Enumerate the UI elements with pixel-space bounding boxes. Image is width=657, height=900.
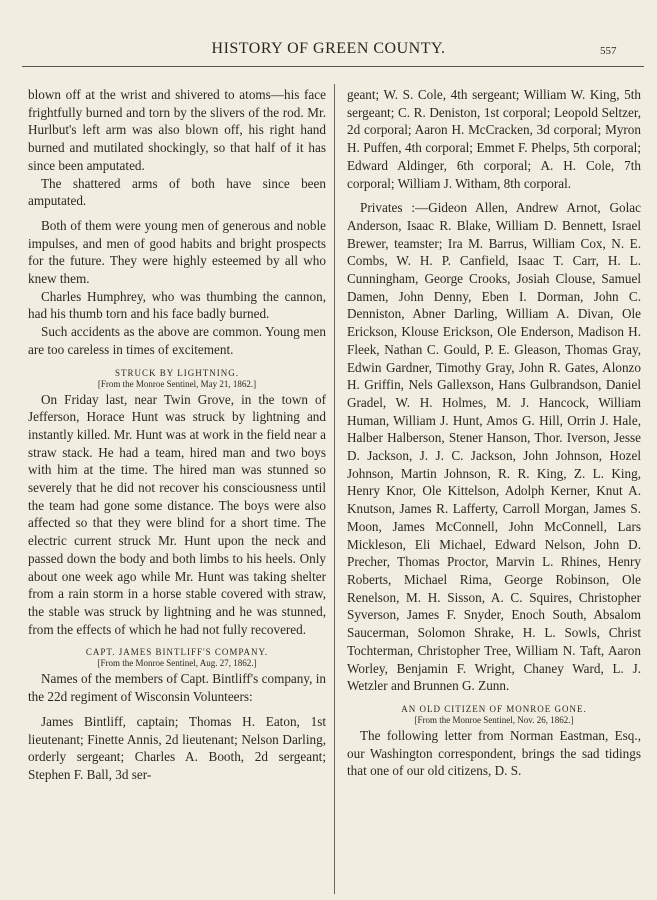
running-header-title: HISTORY OF GREEN COUNTY. xyxy=(211,40,446,57)
paragraph-company-intro: Names of the members of Capt. Bintliff's company, in the 22d regiment of Wisconsin Volunteers: xyxy=(28,671,326,705)
paragraph-arms-amputated: The shattered arms of both have since been amputated. xyxy=(28,175,326,209)
source-citation-company: [From the Monroe Sentinel, Aug. 27, 1862.] xyxy=(97,658,257,669)
source-citation-lightning: [From the Monroe Sentinel, May 21, 1862.] xyxy=(97,378,257,389)
section-heading-lightning: STRUCK BY LIGHTNING. xyxy=(115,367,239,378)
paragraph-old-citizen: The following letter from Norman Eastman, Esq., our Washington correspondent, brings the sad tidings that one of our old citizens, D. S. xyxy=(347,727,641,779)
section-heading-old-citizen: AN OLD CITIZEN OF MONROE GONE. xyxy=(401,703,587,714)
page-number: 557 xyxy=(600,45,617,57)
paragraph-lightning: On Friday last, near Twin Grove, in the town of Jefferson, Horace Hunt was struck by lightning and instantly killed. Mr. Hunt was at work in the field near a straw stack. He had a team, hired man and two boys with him at the time. The hired man was stunned so severely that he did not recover his consciousness until the team had gone some distance. The boys were also affected so that they were blind for a short time. The electric current struck Mr. Hunt upon the neck and passed down the body and both limbs to his heels. Only about one week ago while Mr. Hunt was taking shelter from a rain storm in a horse stable covered with straw, the stable was struck by lightning and he was stunned, from the effects of which he had not fully recovered. xyxy=(28,391,326,637)
left-column xyxy=(28,86,326,784)
section-heading-company: CAPT. JAMES BINTLIFF'S COMPANY. xyxy=(85,647,269,658)
paragraph-accident-cont: blown off at the wrist and shivered to atoms—his face frightfully burned and torn by the slivers of the rod. Mr. Hurlbut's left arm was also blown off, his right hand burned and mutilated shockingly, so that half of it has since been amputated. xyxy=(28,87,326,173)
source-citation-old-citizen: [From the Monroe Sentinel, Nov. 26, 1862.] xyxy=(414,714,574,725)
header-rule xyxy=(22,66,644,67)
column-divider xyxy=(334,84,335,894)
paragraph-young-men: Both of them were young men of generous and noble impulses, and men of good habits and bright prospects for the future. They were highly esteemed by all who knew them. xyxy=(28,217,326,287)
right-column xyxy=(347,86,641,780)
paragraph-accidents-common: Such accidents as the above are common. Young men are too careless in times of excitement. xyxy=(28,324,326,357)
paragraph-privates: Privates :—Gideon Allen, Andrew Arnot, Golac Anderson, Isaac R. Blake, William D. Bennett, Israel Brewer, teamster; Ira M. Barrus, William Cox, N. E. Combs, W. H. P. Canfield, Isaac T. Carr, H. L. Cunningham, George Crooks, Josiah Clouse, Samuel Damen, John Denny, Eben I. Dorman, John C. Denniston, Abner Darling, William A. Divan, Ole Erickson, Klouse Erickson, Ole Enderson, Madison H. Fleek, Nathan C. Gould, P. E. Gleason, Thomas Gray, Edwin Gardner, Timothy Gray, John R. Gates, Alonzo H. Griffin, Nels Gallexson, Hans Gulbrandson, Daniel Gradel, W. H. Holmes, M. J. Hancock, William Human, William J. Hunt, Amos G. Hill, Orrin J. Hale, Halber Halberson, Stener Hanson, Thor. Iverson, Jesse D. Jackson, J. J. C. Jackson, John Johnson, Hozel Johnson, Martin Johnson, R. R. King, Z. L. King, Henry Knor, Ole Kittelson, Adolph Kerner, Knut A. Knutson, James R. Lafferty, Carroll Morgan, James S. Moon, James McConnell, John McConnell, Lars Mickleson, Eli Michael, Edward Nelson, John D. Precher, Thomas Proctor, Marvin L. Rhines, Henry Roberts, Michael Rima, George Robinson, Ole Renelson, M. H. Sisson, A. C. Squires, Christopher Syverson, James F. Snyder, Enoch South, Absalom Saucerman, Solomon Shrake, H. L. Sowls, Christ Tochterman, Christopher Tree, William N. Taft, Aaron Worley, Benjamin F. Wright, Chaney Ward, L. J. Wetzler and Brunnen G. Zunn. xyxy=(347,200,641,694)
paragraph-officers: James Bintliff, captain; Thomas H. Eaton, 1st lieutenant; Finette Annis, 2d lieutenant; Nelson Darling, orderly sergeant; Charles A. Booth, 2d sergeant; Stephen F. Ball, 3d ser- xyxy=(28,713,326,782)
paragraph-officers-cont: geant; W. S. Cole, 4th sergeant; William W. King, 5th sergeant; C. R. Deniston, 1st corporal; Leopold Seltzer, 2d corporal; Aaron H. McCracken, 3d corporal; Myron H. Puffen, 4th corporal; Emmet F. Phelps, 5th corporal; Edward Aldinger, 6th corporal; A. H. Cole, 7th corporal; William J. Witham, 8th corporal. xyxy=(347,87,641,191)
paragraph-humphrey: Charles Humphrey, who was thumbing the cannon, had his thumb torn and his face badly burned. xyxy=(28,288,326,322)
